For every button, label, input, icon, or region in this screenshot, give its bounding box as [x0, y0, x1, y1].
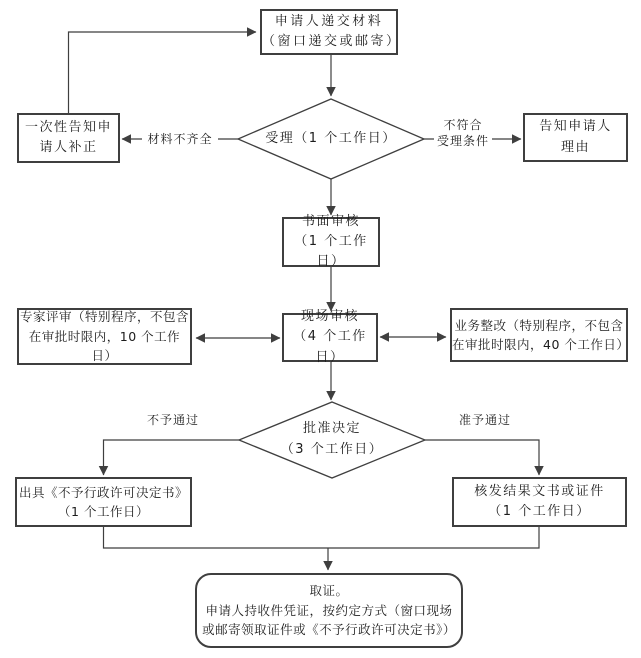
node-written-review [282, 213, 380, 270]
text-line: 申请人持收件凭证，按约定方式（窗口现场 [205, 602, 453, 618]
text-line: 受理条件 [436, 134, 489, 149]
label-rejected: 不予通过 [144, 412, 202, 428]
node-onsite-review [282, 309, 378, 365]
edge-decision-to-denial [104, 440, 240, 475]
node-collect-result [195, 573, 463, 648]
text-line: 在审批时限内，10 个工作日） [28, 328, 181, 364]
text-line: （4 个工作日） [293, 329, 367, 365]
approval-decision-label [241, 403, 423, 477]
label-incomplete-materials: 材料不齐全 [142, 131, 218, 147]
node-denial-decision-letter [15, 477, 192, 527]
text-line: （1 个工作日） [488, 504, 591, 519]
text-line: 批准决定 [302, 421, 361, 437]
text-line: （1 个工作日） [294, 233, 368, 270]
text-line: 在审批时限内，40 个工作日） [452, 337, 630, 352]
text-line: 一次性告知申 [24, 119, 112, 135]
text-line: 申请人递交材料 [274, 13, 384, 29]
node-business-rectification [450, 308, 628, 362]
text-line: 不符合 [443, 118, 483, 132]
edge-merge-rail [104, 527, 540, 548]
label-not-qualified [434, 117, 492, 149]
text-line: 专家评审（特别程序，不包含 [19, 309, 189, 325]
node-reason-notice [523, 113, 628, 162]
node-submit-materials [260, 9, 402, 55]
text-line: 受理（1 个工作日） [265, 130, 397, 146]
text-line: 取证。 [309, 583, 349, 599]
text-line: （1 个工作日） [58, 504, 149, 519]
text-line: 告知申请人 [539, 119, 612, 135]
node-onetime-correction-notice [17, 113, 120, 163]
text-line: 或邮寄领取证件或《不予行政许可决定书》） [202, 622, 456, 638]
text-line: 理由 [560, 139, 590, 155]
label-approved: 准予通过 [456, 412, 514, 428]
text-line: 书面审核 [301, 213, 360, 229]
edge-decision-to-issue [425, 440, 539, 475]
text-line: 出具《不予行政许可决定书》 [18, 484, 188, 500]
text-line: 请人补正 [39, 140, 98, 155]
node-issue-certificate [452, 477, 627, 527]
edge-correction-to-submit [69, 32, 257, 113]
text-line: （3 个工作日） [280, 442, 384, 457]
text-line: （窗口递交或邮寄） [262, 34, 402, 49]
text-line: 核发结果文书或证件 [474, 483, 605, 499]
text-line: 现场审核 [300, 309, 359, 325]
text-line: 业务整改（特别程序，不包含 [454, 317, 624, 333]
acceptance-decision-label [240, 100, 422, 178]
node-expert-review [17, 308, 192, 365]
